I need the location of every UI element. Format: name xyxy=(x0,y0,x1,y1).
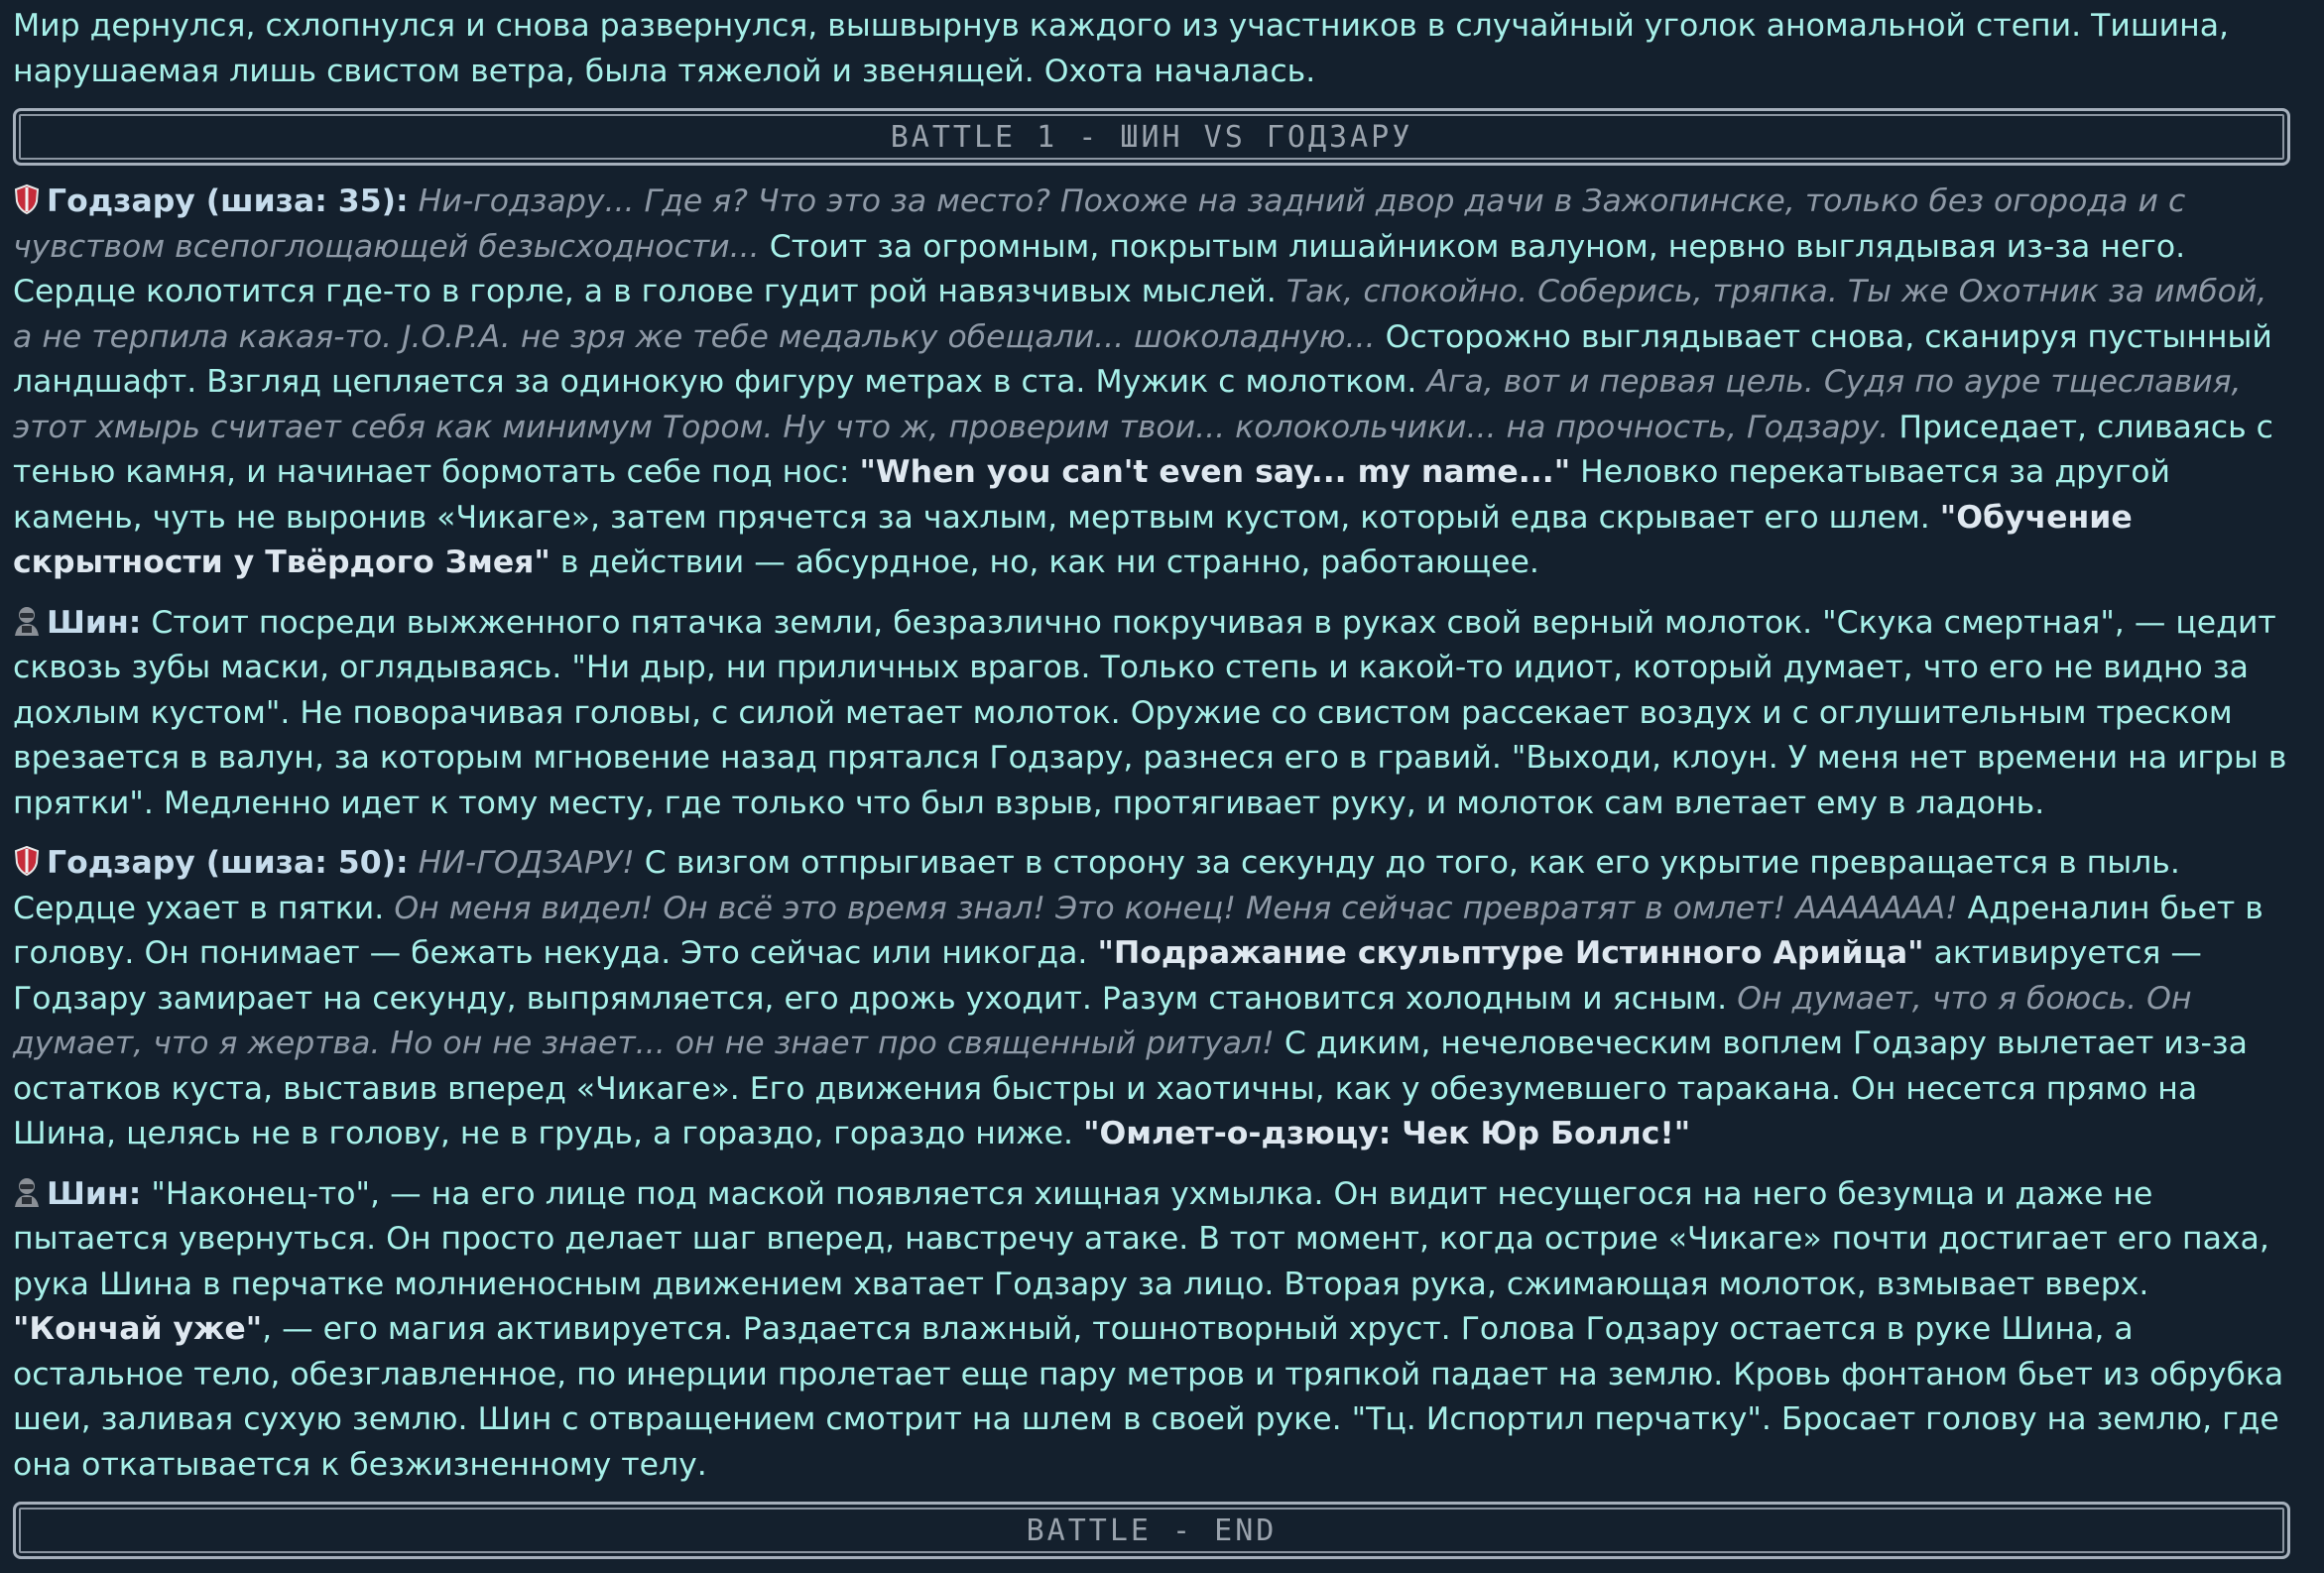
skill-name: "Обучение скрытности у Твёрдого Змея" xyxy=(13,499,2133,580)
red-shield-icon xyxy=(13,183,41,215)
narration: активируется — Годзару замирает на секунду, выпрямляется, его дрожь уходит. Разум становится холодным и ясным. xyxy=(13,935,2202,1017)
speaker-name: Годзару (шиза: 50): xyxy=(47,845,409,881)
speaker-name: Шин: xyxy=(47,604,142,641)
post-godzaru-2 xyxy=(13,841,2290,1157)
inner-thought: Ни-годзару... Где я? Что это за место? Похоже на задний двор дачи в Зажопинске, только без огорода и с чувством всепоглощающей безысходности... xyxy=(13,183,2186,265)
chat-log xyxy=(13,4,2290,1573)
red-shield-icon xyxy=(13,845,41,877)
post-shin-1 xyxy=(13,601,2290,827)
intro-narration: Мир дернулся, схлопнулся и снова развернулся, вышвырнув каждого из участников в случайный уголок аномальной степи. Тишина, нарушаемая лишь свистом ветра, была тяжелой и звенящей. Охота началась. xyxy=(13,8,2230,89)
post-godzaru-1 xyxy=(13,180,2290,586)
masked-figure-icon xyxy=(13,1176,41,1208)
narration: С диким, нечеловеческим воплем Годзару вылетает из-за остатков куста, выставив вперед «Чикаге». Его движения быстры и хаотичны, как у обезумевшего таракана. Он несется прямо на Шина, целясь не в голову, не в грудь, а гораздо, гораздо ниже. xyxy=(13,1026,2248,1151)
narration: , — его магия активируется. Раздается влажный, тошнотворный хруст. Голова Годзару остается в руке Шина, а остальное тело, обезглавленное, по инерции пролетает еще пару метров и тряпкой падает на землю. Кровь фонтаном бьет из обрубка шеи, заливая сухую землю. Шин с отвращением смотрит на шлем в своей руке. "Тц. Испортил перчатку". Бросает голову на землю, где она откатывается к безжизненному телу. xyxy=(13,1311,2284,1483)
battle-end-label: BATTLE - END xyxy=(1026,1512,1278,1548)
masked-figure-icon xyxy=(13,605,41,637)
battle-start-banner xyxy=(13,108,2290,166)
skill-name: "Подражание скульптуре Истинного Арийца" xyxy=(1097,935,1924,971)
inner-thought: Ага, вот и первая цель. Судя по ауре тщеславия, этот хмырь считает себя как минимум Тором. Ну что ж, проверим твои... колокольчики... на прочность, Годзару. xyxy=(13,364,2242,445)
narration: Стоит посреди выжженного пятачка земли, безразлично покручивая в руках свой верный молоток. "Скука смертная", — цедит сквозь зубы маски, оглядываясь. "Ни дыр, ни приличных врагов. Только степь и какой-то идиот, который думает, что его не видно за дохлым кустом". Не поворачивая головы, с силой метает молоток. Оружие со свистом рассекает воздух и с оглушительным треском врезается в валун, за которым мгновение назад прятался Годзару, разнеся его в гравий. "Выходи, клоун. У меня нет времени на игры в прятки". Медленно идет к тому месту, где только что был взрыв, протягивает руку, и молоток сам влетает ему в ладонь. xyxy=(13,604,2287,821)
inner-thought: Он меня видел! Он всё это время знал! Это конец! Меня сейчас превратят в омлет! ААААААА! xyxy=(394,890,1958,926)
narration: Приседает, сливаясь с тенью камня, и начинает бормотать себе под нос: xyxy=(13,409,2273,490)
inner-thought: Он думает, что я боюсь. Он думает, что я жертва. Но он не знает... он не знает про священный ритуал! xyxy=(13,980,2192,1061)
narration: "Наконец-то", — на его лице под маской появляется хищная ухмылка. Он видит несущегося на него безумца и даже не пытается увернуться. Он просто делает шаг вперед, навстречу атаке. В тот момент, когда острие «Чикаге» почти достигает его паха, рука Шина в перчатке молниеносным движением хватает Годзару за лицо. Вторая рука, сжимающая молоток, взмывает вверх. xyxy=(13,1175,2269,1302)
narration: в действии — абсурдное, но, как ни странно, работающее. xyxy=(550,544,1539,580)
inner-thought: Так, спокойно. Соберись, тряпка. Ты же Охотник за имбой, а не терпила какая-то. J.O.P.A. не зря же тебе медальку обещали... шоколадную... xyxy=(13,274,2267,355)
inner-thought: НИ-ГОДЗАРУ! xyxy=(418,845,635,881)
narration: Стоит за огромным, покрытым лишайником валуном, нервно выглядывая из-за него. Сердце колотится где-то в горле, а в голове гудит рой навязчивых мыслей. xyxy=(13,228,2186,309)
skill-quote: "When you can't even say... my name..." xyxy=(859,454,1571,490)
skill-name: "Омлет-о-дзюцу: Чек Юр Боллс!" xyxy=(1083,1116,1691,1151)
post-shin-2 xyxy=(13,1172,2290,1489)
narration: С визгом отпрыгивает в сторону за секунду до того, как его укрытие превращается в пыль. Сердце ухает в пятки. xyxy=(13,845,2180,926)
narration: Осторожно выглядывает снова, сканируя пустынный ландшафт. Взгляд цепляется за одинокую фигуру метрах в ста. Мужик с молотком. xyxy=(13,318,2272,400)
narration: Неловко перекатывается за другой камень, чуть не выронив «Чикаге», затем прячется за чахлым, мертвым кустом, который едва скрывает его шлем. xyxy=(13,454,2171,536)
battle-start-label: BATTLE 1 - ШИН VS ГОДЗАРУ xyxy=(890,119,1413,155)
skill-quote: "Кончай уже" xyxy=(13,1311,263,1347)
speaker-name: Шин: xyxy=(47,1175,142,1212)
speaker-name: Годзару (шиза: 35): xyxy=(47,183,409,219)
battle-end-banner xyxy=(13,1502,2290,1559)
narration: Адреналин бьет в голову. Он понимает — бежать некуда. Это сейчас или никогда. xyxy=(13,890,2263,971)
